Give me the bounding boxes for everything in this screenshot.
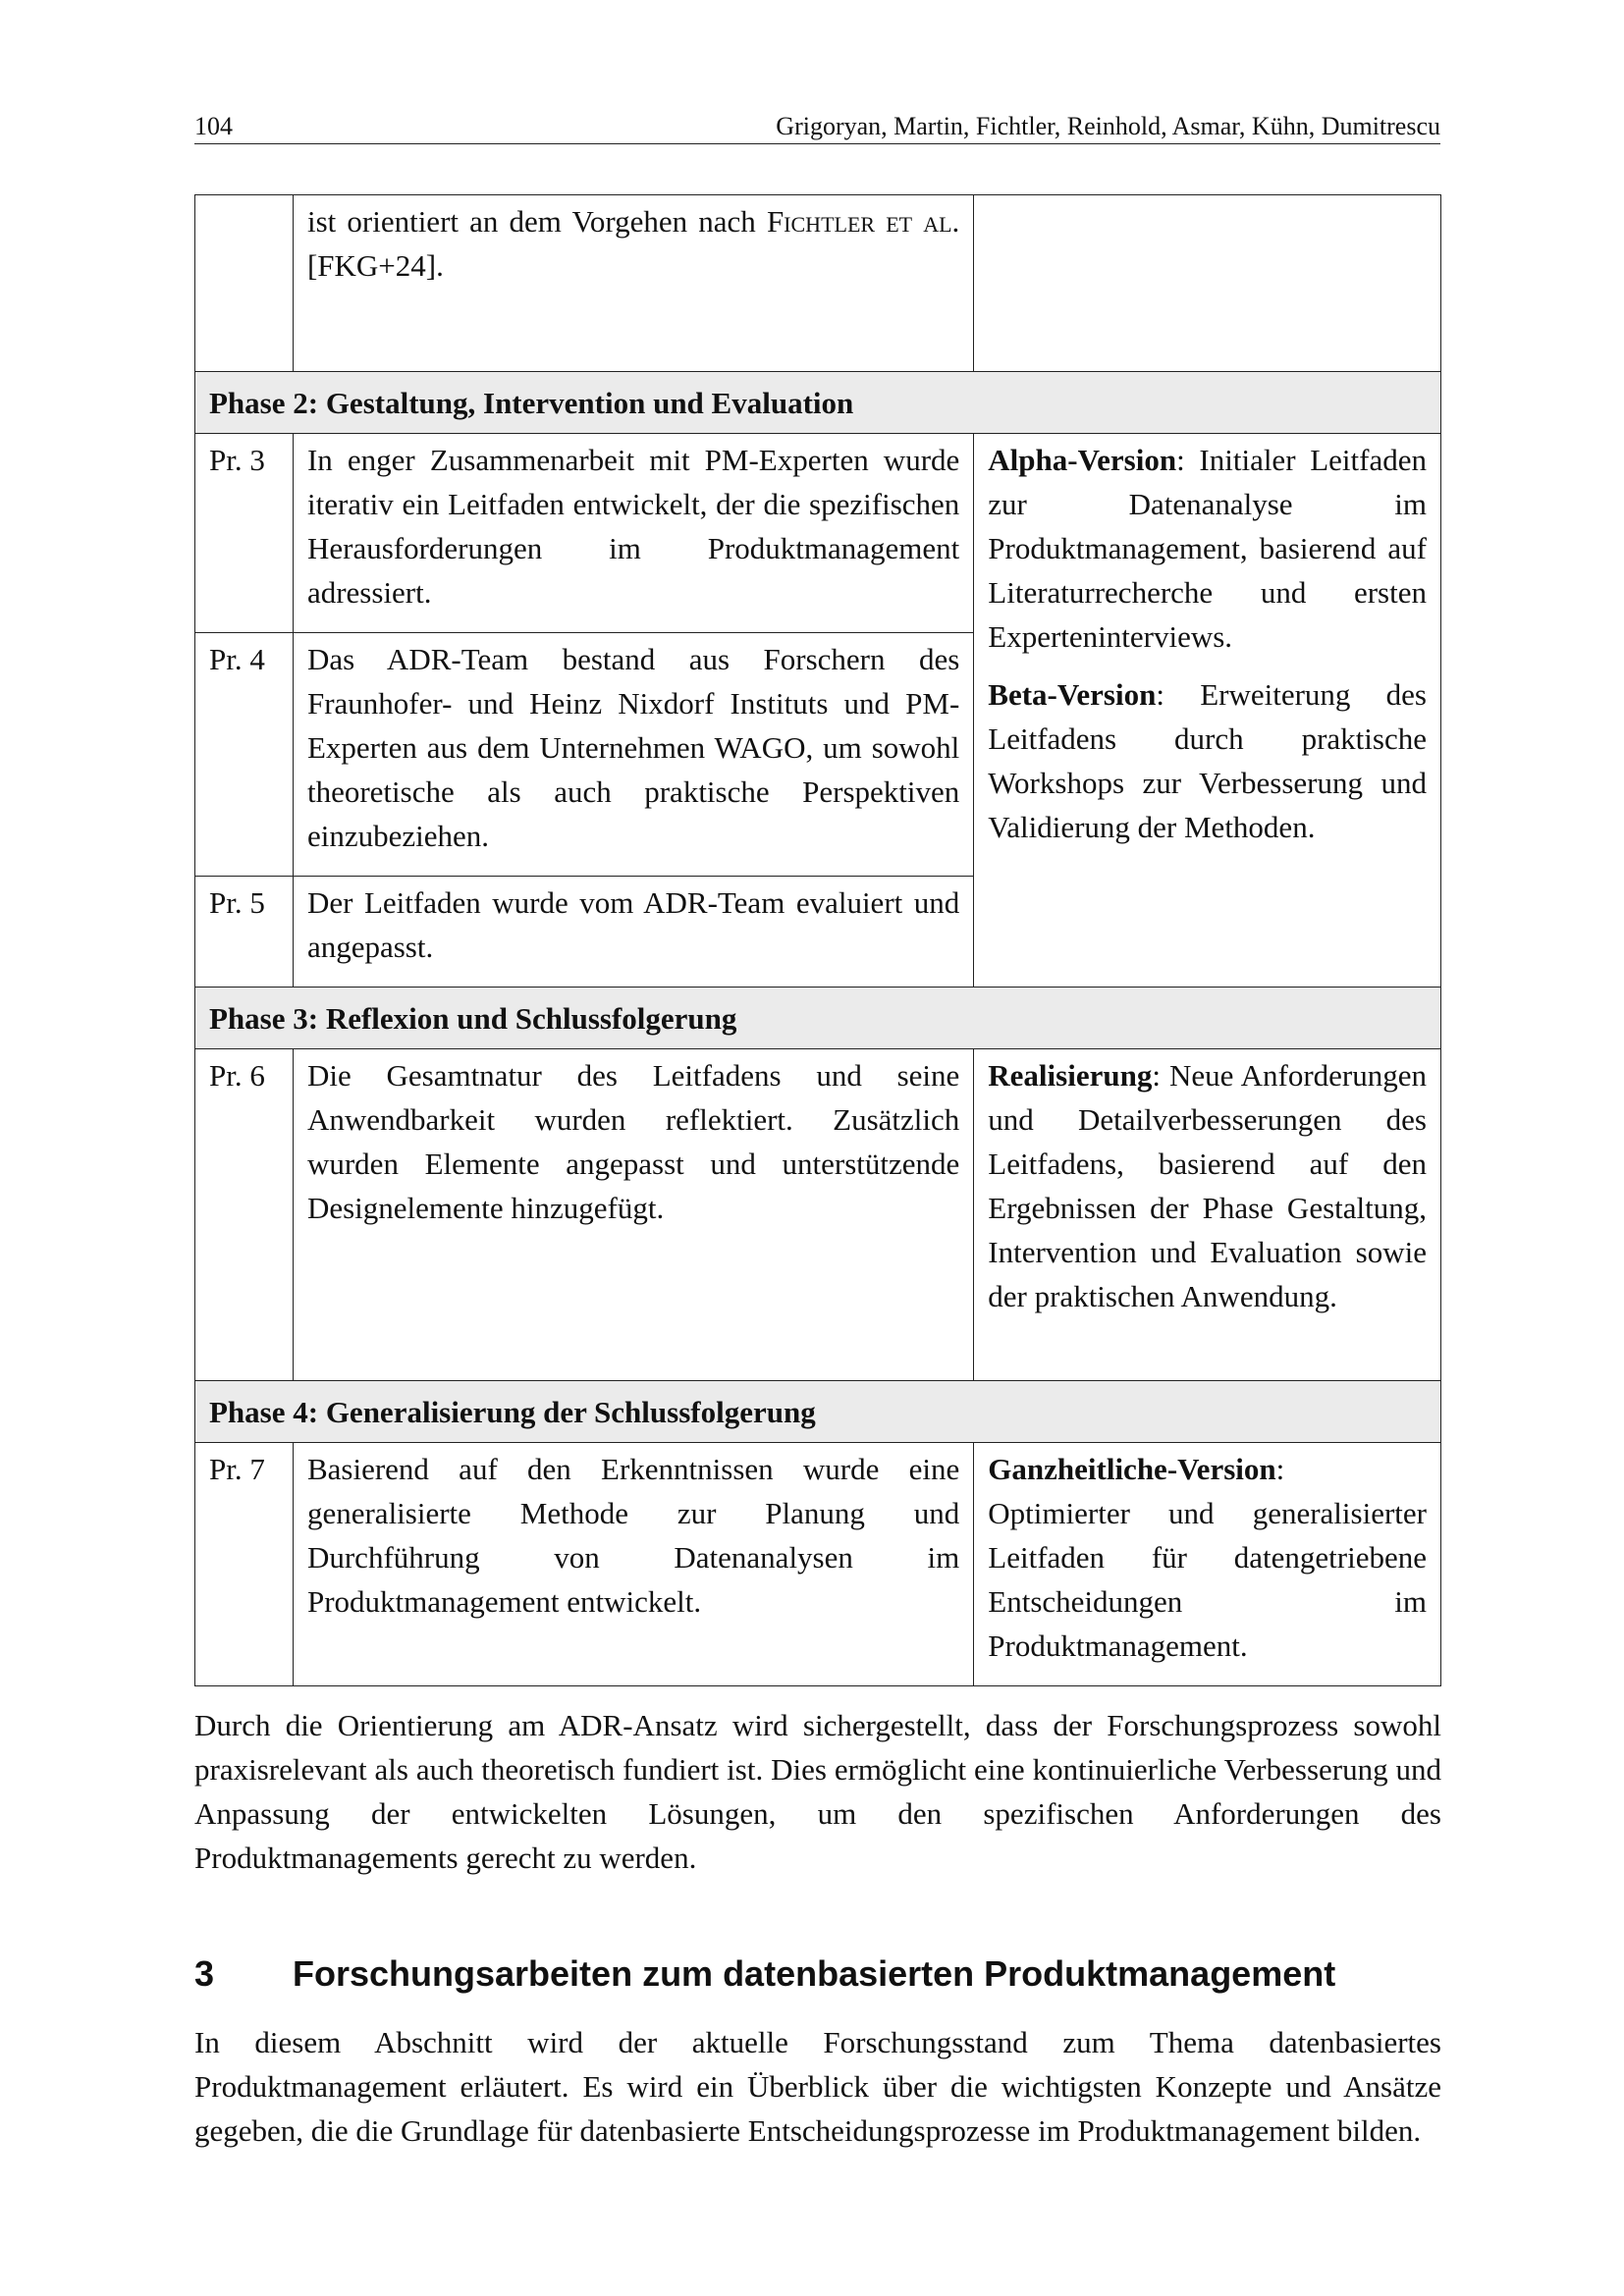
process-step-label: Pr. 3 xyxy=(195,434,294,633)
phase-header-row xyxy=(195,372,1441,434)
continuation-text: ist orientiert an dem Vorgehen nach Fichtler et al. [FKG+24]. xyxy=(293,195,973,372)
citation-authors: Fichtler et al. xyxy=(766,204,960,239)
beta-version-result: Beta-Version: Erweiterung des Leitfadens durch praktische Workshops zur Verbesserung und Validierung der Methoden. xyxy=(988,677,1427,844)
process-step-label: Pr. 5 xyxy=(195,877,294,988)
section-title: Forschungsarbeiten zum datenbasierten Produktmanagement xyxy=(293,1953,1336,1994)
table-row xyxy=(195,434,1441,633)
process-step-label: Pr. 6 xyxy=(195,1049,294,1381)
section-heading xyxy=(194,1952,1441,1996)
process-step-description: Der Leitfaden wurde vom ADR-Team evaluiert und angepasst. xyxy=(293,877,973,988)
phase-2-result xyxy=(974,434,1441,988)
process-step-description: Die Gesamtnatur des Leitfadens und seine Anwendbarkeit wurden reflektiert. Zusätzlich wurden Elemente angepasst und unterstützende Designelemente hinzugefügt. xyxy=(293,1049,973,1381)
running-header xyxy=(194,108,1440,144)
body-paragraph: Durch die Orientierung am ADR-Ansatz wird sichergestellt, dass der Forschungsprozess sowohl praxisrelevant als auch theoretisch fundiert ist. Dies ermöglicht eine kontinuierliche Verbesserung und Anpassung der entwickelten Lösungen, um den spezifischen Anforderungen des Produktmanagements gerecht zu werden. xyxy=(194,1708,1441,1875)
process-step-description: Das ADR-Team bestand aus Forschern des Fraunhofer- und Heinz Nixdorf Instituts und PM-Experten aus dem Unternehmen WAGO, um sowohl theoretische als auch praktische Perspektiven einzubeziehen. xyxy=(293,633,973,877)
adr-process-table xyxy=(194,194,1441,1686)
process-step-label: Pr. 4 xyxy=(195,633,294,877)
header-authors: Grigoryan, Martin, Fichtler, Reinhold, Asmar, Kühn, Dumitrescu xyxy=(776,112,1440,140)
process-step-description: In enger Zusammenarbeit mit PM-Experten wurde iterativ ein Leitfaden entwickelt, der die spezifischen Herausforderungen im Produktmanagement adressiert. xyxy=(293,434,973,633)
phase-2-title: Phase 2: Gestaltung, Intervention und Evaluation xyxy=(195,372,1441,434)
process-step-description: Basierend auf den Erkenntnissen wurde eine generalisierte Methode zur Planung und Durchführung von Datenanalysen im Produktmanagement entwickelt. xyxy=(293,1443,973,1686)
phase-3-result: Realisierung: Neue Anforderungen und Detailverbesserungen des Leitfadens, basierend auf den Ergebnissen der Phase Gestaltung, Intervention und Evaluation sowie der praktischen Anwendung. xyxy=(974,1049,1441,1381)
process-step-label: Pr. 7 xyxy=(195,1443,294,1686)
section-number: 3 xyxy=(194,1953,215,1994)
phase-header-row xyxy=(195,1381,1441,1443)
phase-header-row xyxy=(195,988,1441,1049)
table-row xyxy=(195,1049,1441,1381)
page-number: 104 xyxy=(194,112,233,140)
phase-4-title: Phase 4: Generalisierung der Schlussfolgerung xyxy=(195,1381,1441,1443)
body-paragraph: In diesem Abschnitt wird der aktuelle Forschungsstand zum Thema datenbasiertes Produktmanagement erläutert. Es wird ein Überblick über die wichtigsten Konzepte und Ansätze gegeben, die die Grundlage für datenbasierte Entscheidungsprozesse im Produktmanagement bilden. xyxy=(194,2025,1441,2148)
alpha-version-result: Alpha-Version: Initialer Leitfaden zur Datenanalyse im Produktmanagement, basierend auf Literaturrecherche und ersten Experteninterviews. xyxy=(988,443,1427,654)
table-row xyxy=(195,1443,1441,1686)
phase-3-title: Phase 3: Reflexion und Schlussfolgerung xyxy=(195,988,1441,1049)
phase-4-result: Ganzheitliche-Version: Optimierter und generalisierter Leitfaden für datengetriebene Entscheidungen im Produktmanagement. xyxy=(974,1443,1441,1686)
continuation-row xyxy=(195,195,1441,372)
